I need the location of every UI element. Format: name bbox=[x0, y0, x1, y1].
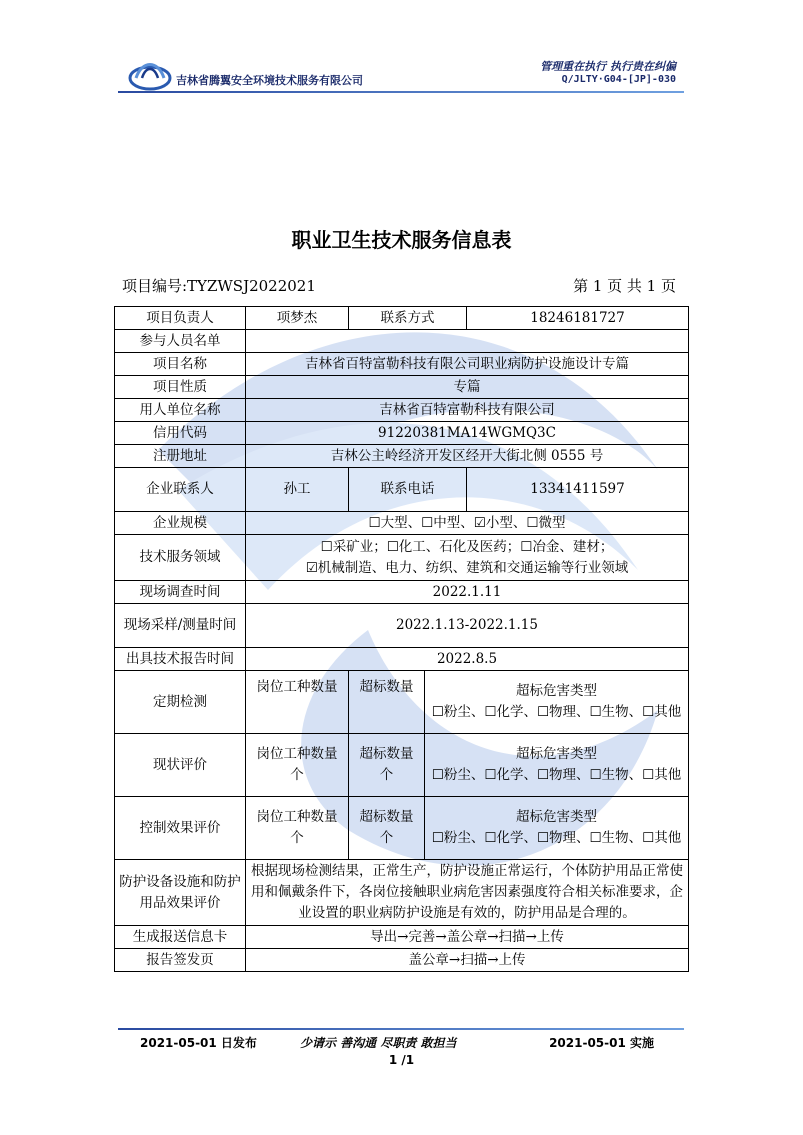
control-hazard bbox=[425, 797, 689, 860]
status-exceed: 超标数量个 bbox=[349, 734, 425, 797]
control-hazard-title: 超标危害类型 bbox=[516, 809, 597, 825]
contact-label: 联系方式 bbox=[349, 307, 467, 330]
footer-issue-date: 2021-05-01 日发布 bbox=[140, 1036, 257, 1050]
report-time-value: 2022.8.5 bbox=[246, 648, 689, 671]
footer-page-number: 1 /1 bbox=[388, 1053, 415, 1067]
status-label: 现状评价 bbox=[115, 734, 246, 797]
periodic-label: 定期检测 bbox=[115, 671, 246, 734]
field-options-line2: ☑机械制造、电力、纺织、建筑和交通运输等行业领域 bbox=[305, 559, 629, 576]
field-options bbox=[246, 535, 689, 581]
scale-options: ☐大型、☐中型、☑小型、☐微型 bbox=[246, 512, 689, 535]
sign-flow: 盖公章→扫描→上传 bbox=[246, 949, 689, 972]
header-motto: 管理重在执行 执行贵在纠偏 bbox=[540, 60, 676, 73]
participants-label: 参与人员名单 bbox=[115, 330, 246, 353]
page-info: 第 1 页 共 1 页 bbox=[573, 277, 676, 295]
header-divider bbox=[118, 91, 684, 93]
phone-value: 13341411597 bbox=[467, 468, 689, 512]
contact-value: 18246181727 bbox=[467, 307, 689, 330]
leader-value: 项梦杰 bbox=[246, 307, 349, 330]
sampling-time-value: 2022.1.13-2022.1.15 bbox=[246, 604, 689, 648]
project-name-value: 吉林省百特富勒科技有限公司职业病防护设施设计专篇 bbox=[246, 353, 689, 376]
status-hazard-title: 超标危害类型 bbox=[516, 746, 597, 762]
periodic-hazard-title: 超标危害类型 bbox=[516, 683, 597, 699]
sign-label: 报告签发页 bbox=[115, 949, 246, 972]
address-value: 吉林公主岭经济开发区经开大街北侧 0555 号 bbox=[246, 445, 689, 468]
card-label: 生成报送信息卡 bbox=[115, 926, 246, 949]
effect-label: 防护设备设施和防护用品效果评价 bbox=[115, 860, 246, 926]
company-contact-value: 孙工 bbox=[246, 468, 349, 512]
company-name: 吉林省腾翼安全环境技术服务有限公司 bbox=[176, 74, 363, 87]
company-logo-icon bbox=[128, 56, 172, 92]
company-contact-label: 企业联系人 bbox=[115, 468, 246, 512]
control-exceed: 超标数量个 bbox=[349, 797, 425, 860]
phone-label: 联系电话 bbox=[349, 468, 467, 512]
scale-label: 企业规模 bbox=[115, 512, 246, 535]
periodic-hazard-options: ☐粉尘、☐化学、☐物理、☐生物、☐其他 bbox=[431, 704, 682, 720]
footer-slogan: 少请示 善沟通 尽职责 敢担当 bbox=[300, 1036, 457, 1050]
sampling-time-label: 现场采样/测量时间 bbox=[115, 604, 246, 648]
status-hazard-options: ☐粉尘、☐化学、☐物理、☐生物、☐其他 bbox=[431, 767, 682, 783]
card-flow: 导出→完善→盖公章→扫描→上传 bbox=[246, 926, 689, 949]
periodic-hazard bbox=[425, 671, 689, 734]
leader-label: 项目负责人 bbox=[115, 307, 246, 330]
periodic-posts: 岗位工种数量 bbox=[246, 671, 349, 734]
address-label: 注册地址 bbox=[115, 445, 246, 468]
control-hazard-options: ☐粉尘、☐化学、☐物理、☐生物、☐其他 bbox=[431, 830, 682, 846]
field-label: 技术服务领域 bbox=[115, 535, 246, 581]
footer-implement-date: 2021-05-01 实施 bbox=[549, 1036, 654, 1050]
credit-code-label: 信用代码 bbox=[115, 422, 246, 445]
project-type-value: 专篇 bbox=[246, 376, 689, 399]
control-posts: 岗位工种数量个 bbox=[246, 797, 349, 860]
employer-label: 用人单位名称 bbox=[115, 399, 246, 422]
control-label: 控制效果评价 bbox=[115, 797, 246, 860]
employer-value: 吉林省百特富勒科技有限公司 bbox=[246, 399, 689, 422]
project-type-label: 项目性质 bbox=[115, 376, 246, 399]
survey-time-label: 现场调查时间 bbox=[115, 581, 246, 604]
survey-time-value: 2022.1.11 bbox=[246, 581, 689, 604]
participants-value bbox=[246, 330, 689, 353]
document-code: Q/JLTY·G04-[JP]-030 bbox=[561, 74, 676, 85]
effect-text: 根据现场检测结果，正常生产，防护设施正常运行，个体防护用品正常使用和佩戴条件下，各岗位接触职业病危害因素强度符合相关标准要求，企业设置的职业病防护设施是有效的，防护用品是合理的。 bbox=[246, 860, 689, 926]
field-options-line1: ☐采矿业；☐化工、石化及医药；☐冶金、建材； bbox=[320, 538, 614, 555]
status-hazard bbox=[425, 734, 689, 797]
page-title: 职业卫生技术服务信息表 bbox=[291, 228, 512, 252]
credit-code-value: 91220381MA14WGMQ3C bbox=[246, 422, 689, 445]
project-number: 项目编号:TYZWSJ2022021 bbox=[122, 277, 316, 295]
report-time-label: 出具技术报告时间 bbox=[115, 648, 246, 671]
footer-divider bbox=[118, 1028, 684, 1030]
periodic-exceed: 超标数量 bbox=[349, 671, 425, 734]
status-posts: 岗位工种数量个 bbox=[246, 734, 349, 797]
project-name-label: 项目名称 bbox=[115, 353, 246, 376]
info-table bbox=[114, 306, 689, 972]
